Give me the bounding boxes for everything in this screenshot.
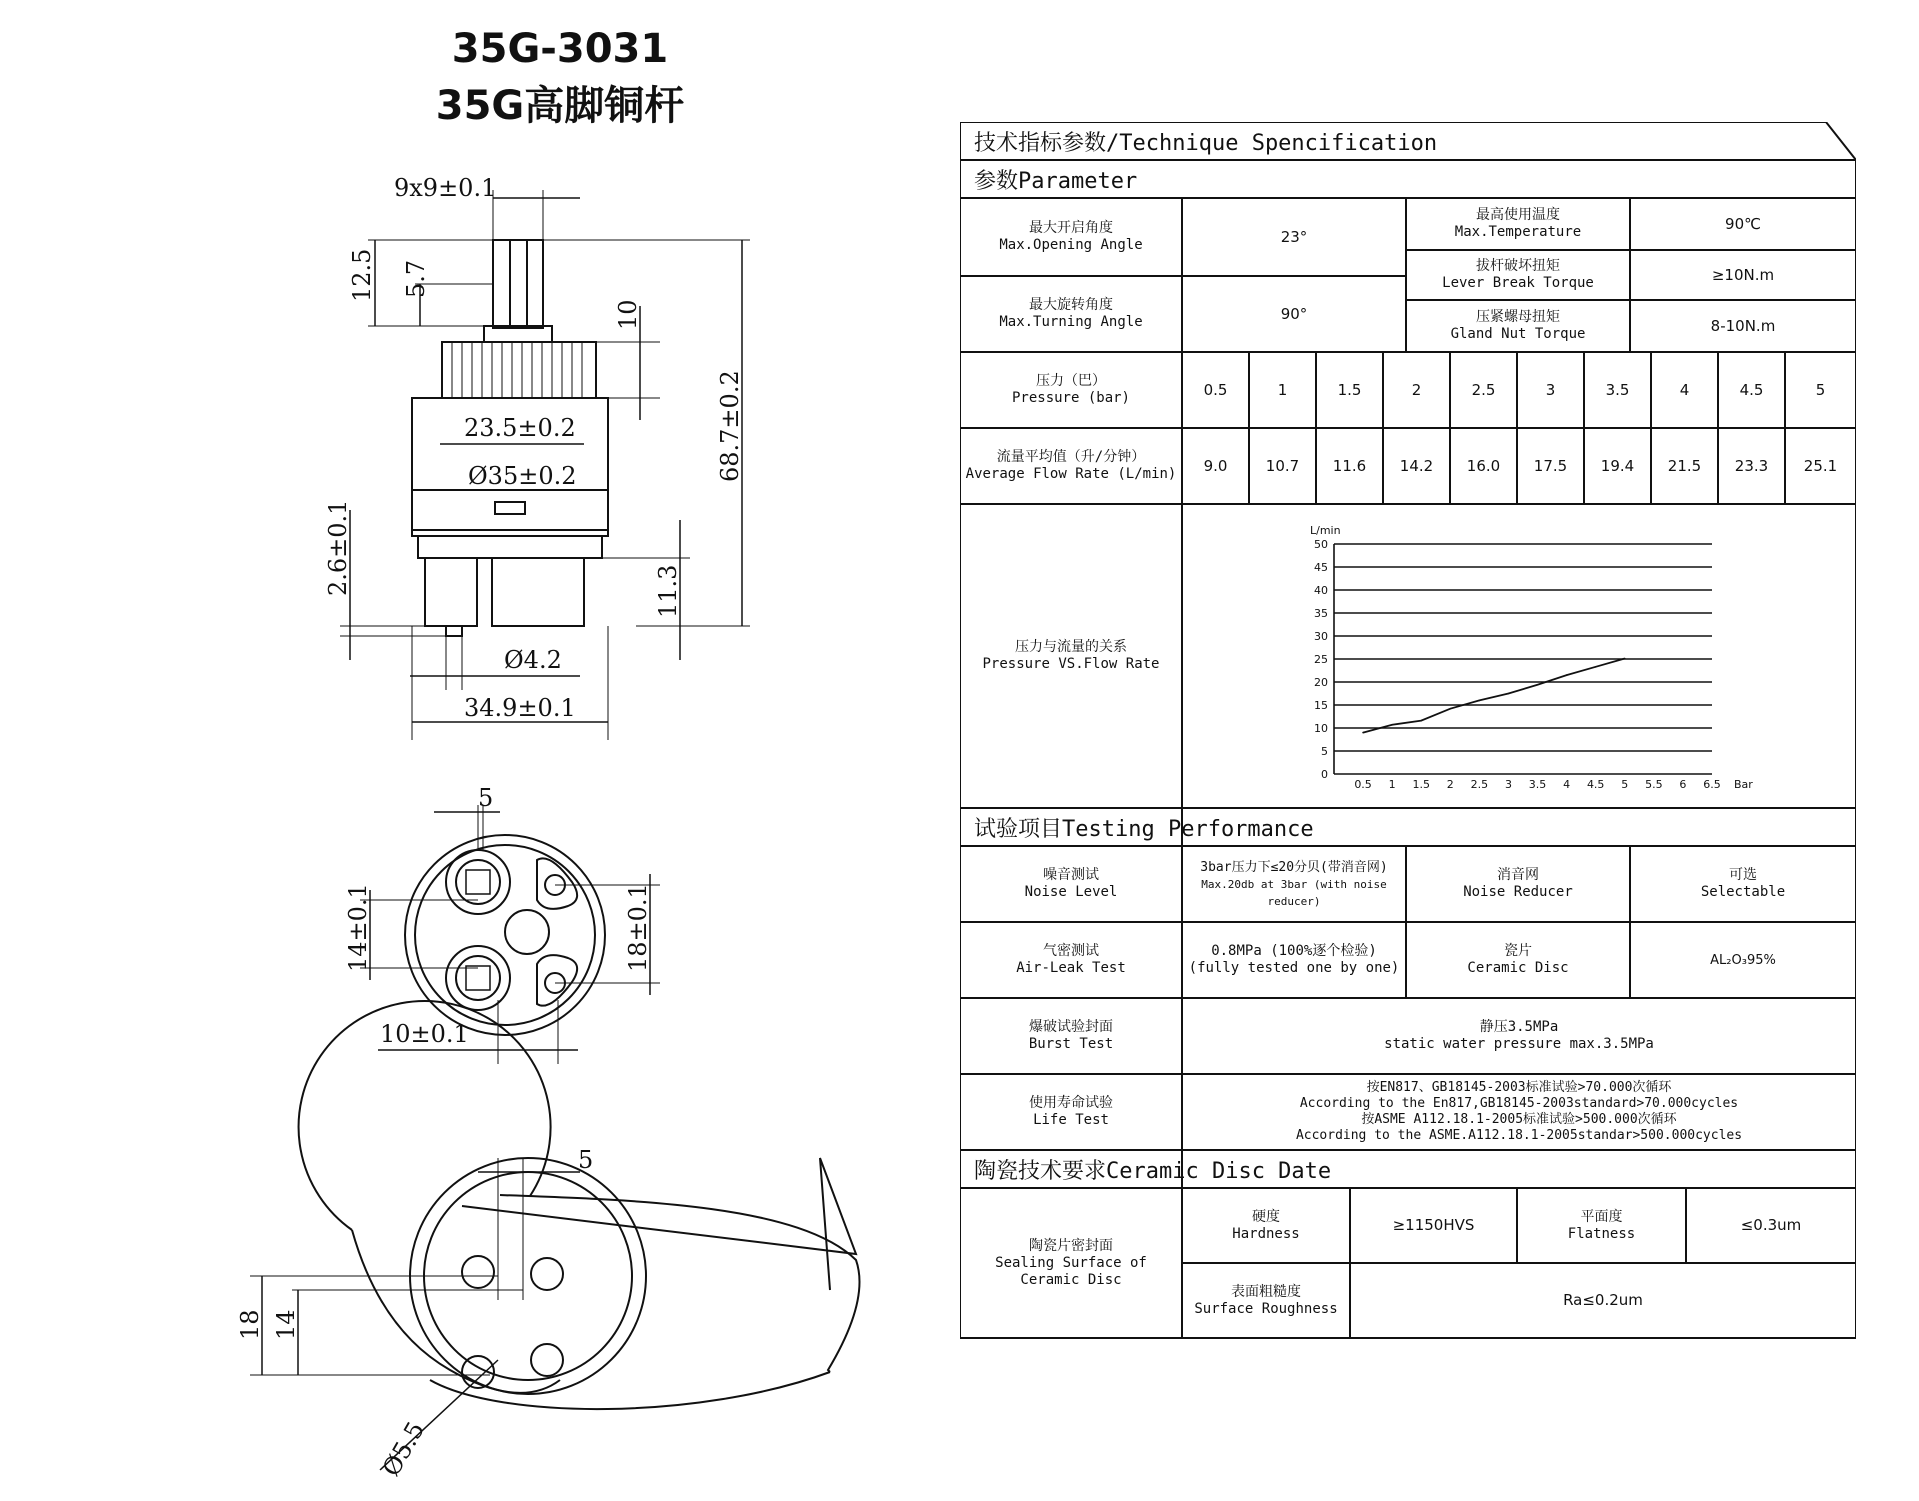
x-tick-label: 4.5 (1586, 778, 1605, 791)
label-en: Lever Break Torque (1442, 275, 1594, 291)
label-cn: 硬度 (1252, 1208, 1280, 1225)
flow-series-line (1363, 659, 1625, 733)
max-opening-angle-value: 23° (1280, 227, 1308, 246)
x-tick-label: 5 (1621, 778, 1629, 791)
y-tick-label: 45 (1314, 561, 1328, 574)
label-en: Max.Temperature (1454, 224, 1582, 240)
label-cn: 噪音测试 (1043, 867, 1099, 883)
max-turning-angle-label (960, 276, 1182, 352)
ceramic-header: 陶瓷技术要求Ceramic Disc Date (974, 1158, 1332, 1184)
x-tick-label: 6 (1679, 778, 1687, 791)
dim-23-5: 23.5±0.2 (464, 414, 576, 442)
label-cn: 最大开启角度 (1029, 220, 1113, 236)
label-en: Burst Test (1028, 1036, 1114, 1052)
table-cell: 19.4 (1600, 456, 1635, 475)
air-leak-value (1182, 922, 1406, 998)
data-point (1595, 666, 1597, 668)
table-cell: 23.3 (1734, 456, 1769, 475)
value-en: Max.20db at 3bar (with noise reducer) (1201, 877, 1387, 908)
hardness-label (1182, 1188, 1350, 1263)
disc-view (236, 1001, 860, 1481)
value-en: static water pressure max.3.5MPa (1384, 1036, 1654, 1052)
y-tick-label: 5 (1321, 745, 1328, 758)
label-cn: 压力（巴） (1036, 373, 1106, 389)
label-en: Surface Roughness (1194, 1300, 1338, 1317)
label-cn: 使用寿命试验 (1029, 1095, 1113, 1111)
y-tick-label: 50 (1314, 538, 1328, 551)
dim-diam-35: Ø35±0.2 (468, 462, 577, 490)
x-tick-label: 5.5 (1645, 778, 1663, 791)
y-tick-label: 40 (1314, 584, 1328, 597)
dim-disc-14: 14 (272, 1309, 300, 1340)
dim-diam-4-2: Ø4.2 (504, 646, 562, 674)
label-cn: 表面粗糙度 (1231, 1283, 1301, 1300)
pressure-label (960, 352, 1182, 428)
life-line: 按EN817、GB18145-2003标准试验>70.000次循环 (1366, 1080, 1672, 1095)
label-en: Life Test (1033, 1112, 1109, 1128)
table-cell: 2 (1411, 380, 1422, 399)
label-cn: 流量平均值（升/分钟） (996, 449, 1146, 465)
dim-bottom-5: 5 (478, 784, 494, 812)
roughness-value: Ra≤0.2um (1563, 1291, 1643, 1309)
table-cell: 9.0 (1203, 456, 1228, 475)
model-name: 35G高脚铜杆 (435, 83, 685, 129)
table-cell: 4.5 (1739, 380, 1764, 399)
table-cell: 0.5 (1203, 380, 1228, 399)
label-en: Gland Nut Torque (1450, 326, 1586, 342)
dim-11-3: 11.3 (654, 564, 682, 618)
label-en: Air-Leak Test (1016, 960, 1126, 976)
dim-14: 14±0.1 (344, 883, 372, 972)
testing-header: 试验项目Testing Performance (974, 816, 1314, 842)
table-cell: 17.5 (1533, 456, 1568, 475)
label-en: Max.Opening Angle (999, 237, 1143, 253)
dim-disc-18: 18 (236, 1309, 264, 1340)
sealing-surface-label (960, 1188, 1182, 1338)
label-en: Noise Reducer (1463, 884, 1573, 900)
burst-test-value (1182, 998, 1856, 1074)
label-cn: 拔杆破坏扭矩 (1476, 258, 1560, 274)
max-opening-angle-label (960, 198, 1182, 276)
data-point (1362, 732, 1364, 734)
life-line: According to the En817,GB18145-2003standard>70.000cycles (1299, 1096, 1739, 1111)
roughness-label (1182, 1263, 1350, 1338)
label-en: Noise Level (1024, 884, 1118, 900)
burst-test-label (960, 998, 1182, 1074)
table-cell: 4 (1679, 380, 1690, 399)
table-cell: 10.7 (1265, 456, 1300, 475)
y-tick-label: 25 (1314, 653, 1328, 666)
max-temperature-value: 90℃ (1725, 214, 1761, 233)
flatness-value: ≤0.3um (1740, 1216, 1802, 1234)
y-tick-label: 0 (1321, 768, 1328, 781)
label-cn: 压力与流量的关系 (1015, 639, 1127, 655)
y-tick-label: 15 (1314, 699, 1328, 712)
gland-nut-torque-label (1406, 300, 1630, 352)
data-point (1420, 720, 1422, 722)
dim-stem-width: 9x9±0.1 (394, 174, 497, 202)
data-point (1537, 684, 1539, 686)
value-cn: 静压3.5MPa (1479, 1019, 1559, 1035)
label-cn: 最大旋转角度 (1029, 297, 1113, 313)
label-cn: 爆破试验封面 (1029, 1019, 1113, 1035)
table-cell: 5 (1815, 380, 1826, 399)
x-tick-label: 2 (1446, 778, 1454, 791)
air-leak-label (960, 922, 1182, 998)
chart-label (960, 504, 1182, 808)
label-en: Pressure (bar) (1011, 390, 1130, 406)
y-tick-label: 10 (1314, 722, 1328, 735)
max-turning-angle-value: 90° (1280, 304, 1308, 323)
label-en: Ceramic Disc (1020, 1271, 1122, 1288)
label-en: Pressure VS.Flow Rate (982, 656, 1160, 672)
life-test-label (960, 1074, 1182, 1150)
table-cell: 25.1 (1803, 456, 1838, 475)
dim-68-7: 68.7±0.2 (716, 370, 744, 482)
data-point (1479, 700, 1481, 702)
dim-2-6: 2.6±0.1 (324, 499, 352, 596)
hardness-value: ≥1150HVS (1392, 1216, 1475, 1234)
noise-reducer-value (1630, 846, 1856, 922)
value-cn: 0.8MPa (100%逐个检验) (1211, 943, 1377, 959)
label-cn: 最高使用温度 (1476, 207, 1560, 223)
flatness-label (1517, 1188, 1686, 1263)
y-tick-label: 30 (1314, 630, 1328, 643)
data-point (1624, 658, 1626, 660)
lever-break-torque-value: ≥10N.m (1711, 265, 1775, 284)
life-line: 按ASME A112.18.1-2005标准试验>500.000次循环 (1361, 1112, 1677, 1127)
gland-nut-torque-value: 8-10N.m (1710, 316, 1776, 335)
label-cn: 陶瓷片密封面 (1029, 1237, 1113, 1254)
value-en: Selectable (1700, 884, 1786, 900)
table-cell: 21.5 (1667, 456, 1702, 475)
label-cn: 瓷片 (1504, 943, 1532, 959)
lever-break-torque-label (1406, 250, 1630, 300)
label-cn: 气密测试 (1043, 943, 1099, 959)
x-tick-label: 1 (1388, 778, 1396, 791)
table-cell: 16.0 (1466, 456, 1501, 475)
label-cn: 消音网 (1497, 867, 1539, 883)
data-point (1391, 724, 1393, 726)
x-axis-label: Bar (1734, 778, 1753, 791)
x-tick-label: 0.5 (1354, 778, 1372, 791)
life-line: According to the ASME.A112.18.1-2005standar>500.000cycles (1295, 1128, 1743, 1143)
x-tick-label: 6.5 (1703, 778, 1721, 791)
noise-level-label (960, 846, 1182, 922)
table-cell: 3 (1545, 380, 1556, 399)
label-en: Max.Turning Angle (999, 314, 1143, 330)
data-point (1508, 693, 1510, 695)
pressure-flow-chart (1182, 504, 1856, 808)
x-tick-label: 3 (1504, 778, 1512, 791)
label-cn: 平面度 (1580, 1208, 1623, 1225)
noise-reducer-label (1406, 846, 1630, 922)
x-tick-label: 2.5 (1470, 778, 1489, 791)
life-test-value (1182, 1074, 1856, 1150)
max-temperature-label (1406, 198, 1630, 250)
data-point (1450, 708, 1452, 710)
table-cell: 14.2 (1399, 456, 1434, 475)
noise-level-value (1182, 846, 1406, 922)
label-en: Sealing Surface of (995, 1254, 1147, 1271)
x-tick-label: 1.5 (1412, 778, 1430, 791)
label-en: Hardness (1232, 1225, 1300, 1242)
model-number: 35G-3031 (451, 26, 669, 72)
bottom-view (344, 784, 660, 1064)
label-en: Average Flow Rate (L/min) (965, 466, 1177, 482)
data-point (1566, 674, 1568, 676)
table-cell: 11.6 (1332, 456, 1367, 475)
x-tick-label: 3.5 (1528, 778, 1547, 791)
ceramic-disc-label (1406, 922, 1630, 998)
value-cn: 3bar压力下≤20分贝(带消音网) (1200, 859, 1388, 875)
x-tick-label: 4 (1563, 778, 1571, 791)
flow-label (960, 428, 1182, 504)
dim-disc-5: 5 (578, 1146, 594, 1174)
dim-disc-diam: Ø5.5 (376, 1416, 431, 1481)
value-cn: 可选 (1729, 867, 1757, 883)
label-en: Ceramic Disc (1467, 960, 1569, 976)
dim-34-9: 34.9±0.1 (464, 694, 576, 722)
label-cn: 压紧螺母扭矩 (1476, 309, 1560, 325)
dim-12-5: 12.5 (348, 248, 376, 302)
table-cell: 1.5 (1337, 380, 1362, 399)
spec-title: 技术指标参数/Technique Spencification (974, 130, 1438, 156)
dim-10: 10 (614, 299, 642, 330)
parameter-header: 参数Parameter (974, 168, 1138, 194)
spec-table (960, 122, 1856, 1340)
value-en: (fully tested one by one) (1188, 960, 1400, 976)
y-axis-label: L/min (1310, 524, 1341, 537)
dim-10-0-1: 10±0.1 (380, 1020, 469, 1048)
table-cell: 2.5 (1471, 380, 1496, 399)
table-cell: 3.5 (1605, 380, 1630, 399)
label-en: Flatness (1567, 1225, 1636, 1242)
y-tick-label: 20 (1314, 676, 1328, 689)
y-tick-label: 35 (1314, 607, 1328, 620)
technical-drawing (0, 0, 950, 1501)
ceramic-disc-value: AL₂O₃95% (1710, 952, 1776, 968)
dim-18: 18±0.1 (624, 883, 652, 972)
dim-5-7: 5.7 (402, 259, 430, 298)
table-cell: 1 (1277, 380, 1288, 399)
front-view (324, 174, 750, 740)
